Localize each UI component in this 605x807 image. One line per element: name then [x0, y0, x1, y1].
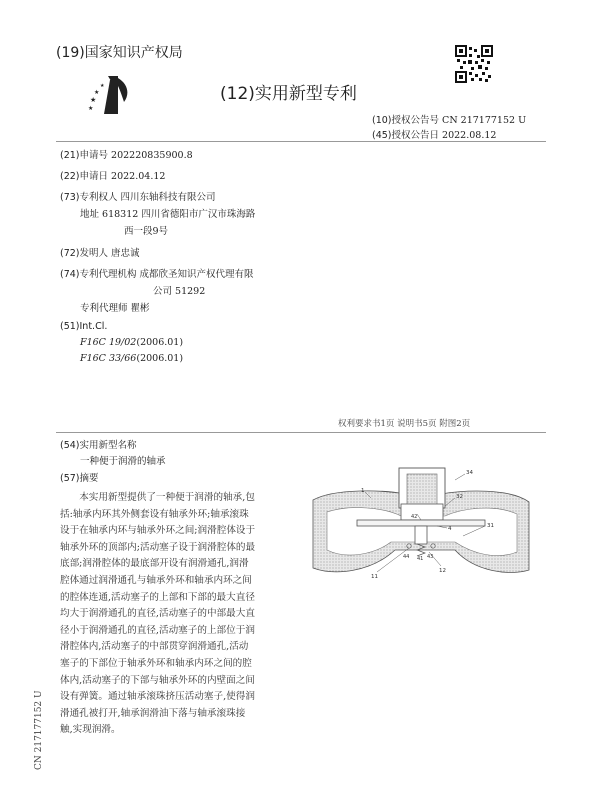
patent-agent	[80, 300, 150, 314]
patent-agent-label: 专利代理师	[80, 303, 128, 314]
int-cl-code: F16C 33/66	[80, 353, 137, 364]
int-cl-label: (51)Int.Cl.	[60, 321, 108, 332]
publication-number-label: (10)授权公告号	[372, 115, 440, 126]
svg-text:★: ★	[100, 83, 105, 89]
utility-model-title-label: (54)实用新型名称	[60, 440, 137, 451]
patentee	[60, 189, 216, 203]
figure-label: 34	[466, 470, 473, 476]
address	[80, 206, 255, 220]
publication-date	[372, 127, 496, 141]
inventor-label: (72)发明人	[60, 248, 109, 259]
svg-text:★: ★	[88, 105, 94, 112]
patentee-value: 四川东轴科技有限公司	[120, 192, 216, 203]
figure-label: 4	[448, 526, 452, 532]
office-name: (19)国家知识产权局	[56, 45, 183, 61]
application-date-label: (22)申请日	[60, 171, 109, 182]
abstract-line: 体内,活动塞子的下部与轴承外环的内壁面之间	[60, 674, 255, 686]
svg-text:★: ★	[90, 96, 97, 104]
figure-label: 43	[427, 554, 434, 560]
publication-date-label: (45)授权公告日	[372, 130, 440, 141]
figure-label: 44	[403, 554, 410, 560]
side-publication-number: CN 217177152 U	[34, 690, 44, 770]
figure-label: 1	[361, 488, 365, 494]
qr-code	[455, 45, 493, 83]
utility-model-title: 一种便于润滑的轴承	[80, 456, 166, 467]
address-label: 地址	[80, 209, 100, 220]
abstract-line: 设有弹簧。通过轴承滚珠挤压活动塞子,使得润	[60, 691, 255, 703]
patentee-label: (73)专利权人	[60, 192, 118, 203]
abstract-line: 轴承外环的顶部内;活动塞子设于润滑腔体的最	[60, 541, 256, 553]
abstract-line: 塞子的下部位于轴承外环和轴承内环之间的腔	[60, 657, 252, 669]
int-cl-item	[80, 353, 183, 364]
figure-label: 12	[439, 568, 446, 574]
document-type: (12)实用新型专利	[220, 84, 357, 104]
abstract-label: (57)摘要	[60, 473, 99, 484]
patent-agency-label: (74)专利代理机构	[60, 269, 137, 280]
application-date	[60, 168, 165, 182]
patent-agency-line-1: 成都欣圣知识产权代理有限	[139, 269, 254, 280]
int-cl-item	[80, 337, 183, 348]
application-number	[60, 147, 193, 161]
int-cl-year: (2006.01)	[136, 353, 184, 364]
abstract-line: 的腔体连通,活动塞子的上部和下部的最大直径	[60, 591, 255, 603]
inventor	[60, 245, 140, 259]
abstract-line: 底部;润滑腔体的最底部开设有润滑通孔,润滑	[60, 558, 249, 570]
publication-number-value: CN 217177152 U	[442, 115, 527, 126]
publication-number	[372, 112, 526, 126]
figure-label: 11	[371, 574, 378, 580]
abstract-line: 腔体通过润滑通孔与轴承外环和轴承内环之间	[60, 574, 252, 586]
representative-drawing	[305, 462, 537, 602]
svg-text:★: ★	[94, 89, 100, 96]
application-number-value: 202220835900.8	[111, 150, 193, 161]
int-cl-year: (2006.01)	[136, 337, 184, 348]
cnipa-logo	[88, 72, 132, 118]
address-line-1: 618312 四川省德阳市广汉市珠海路	[102, 209, 256, 220]
application-date-value: 2022.04.12	[111, 171, 166, 182]
abstract-line: 括:轴承内环其外侧套设有轴承外环;轴承滚珠	[60, 508, 249, 520]
figure-label: 42	[411, 514, 418, 520]
abstract-body	[60, 490, 295, 739]
patent-agency	[60, 266, 254, 280]
abstract-line: 滑通孔被打开,轴承润滑油下落与轴承滚珠接	[60, 707, 246, 719]
publication-date-value: 2022.08.12	[442, 130, 497, 141]
inventor-value: 唐忠诚	[111, 248, 140, 259]
abstract-line: 设于在轴承内环与轴承外环之间;润滑腔体设于	[60, 525, 256, 537]
abstract-line: 径小于润滑通孔的直径,活动塞子的上部位于润	[60, 624, 255, 636]
abstract-line: 滑腔体内,活动塞子的中部贯穿润滑通孔,活动	[60, 641, 249, 653]
mid-rule	[56, 432, 546, 433]
patent-agency-line-2: 公司 51292	[153, 286, 206, 297]
address-line-2: 西一段9号	[124, 226, 169, 237]
header-rule	[56, 141, 546, 142]
abstract-line: 本实用新型提供了一种便于润滑的轴承,包	[79, 492, 255, 503]
figure-label: 41	[417, 556, 424, 562]
page-counts: 权利要求书1页 说明书5页 附图2页	[338, 419, 471, 429]
abstract-line: 触,实现润滑。	[60, 724, 121, 736]
int-cl-code: F16C 19/02	[80, 337, 137, 348]
application-number-label: (21)申请号	[60, 150, 109, 161]
patent-agent-value: 瞿彬	[130, 303, 150, 314]
abstract-line: 均大于润滑通孔的直径,活动塞子的中部最大直	[60, 608, 255, 620]
figure-label: 31	[487, 523, 494, 529]
figure-label: 32	[456, 494, 463, 500]
